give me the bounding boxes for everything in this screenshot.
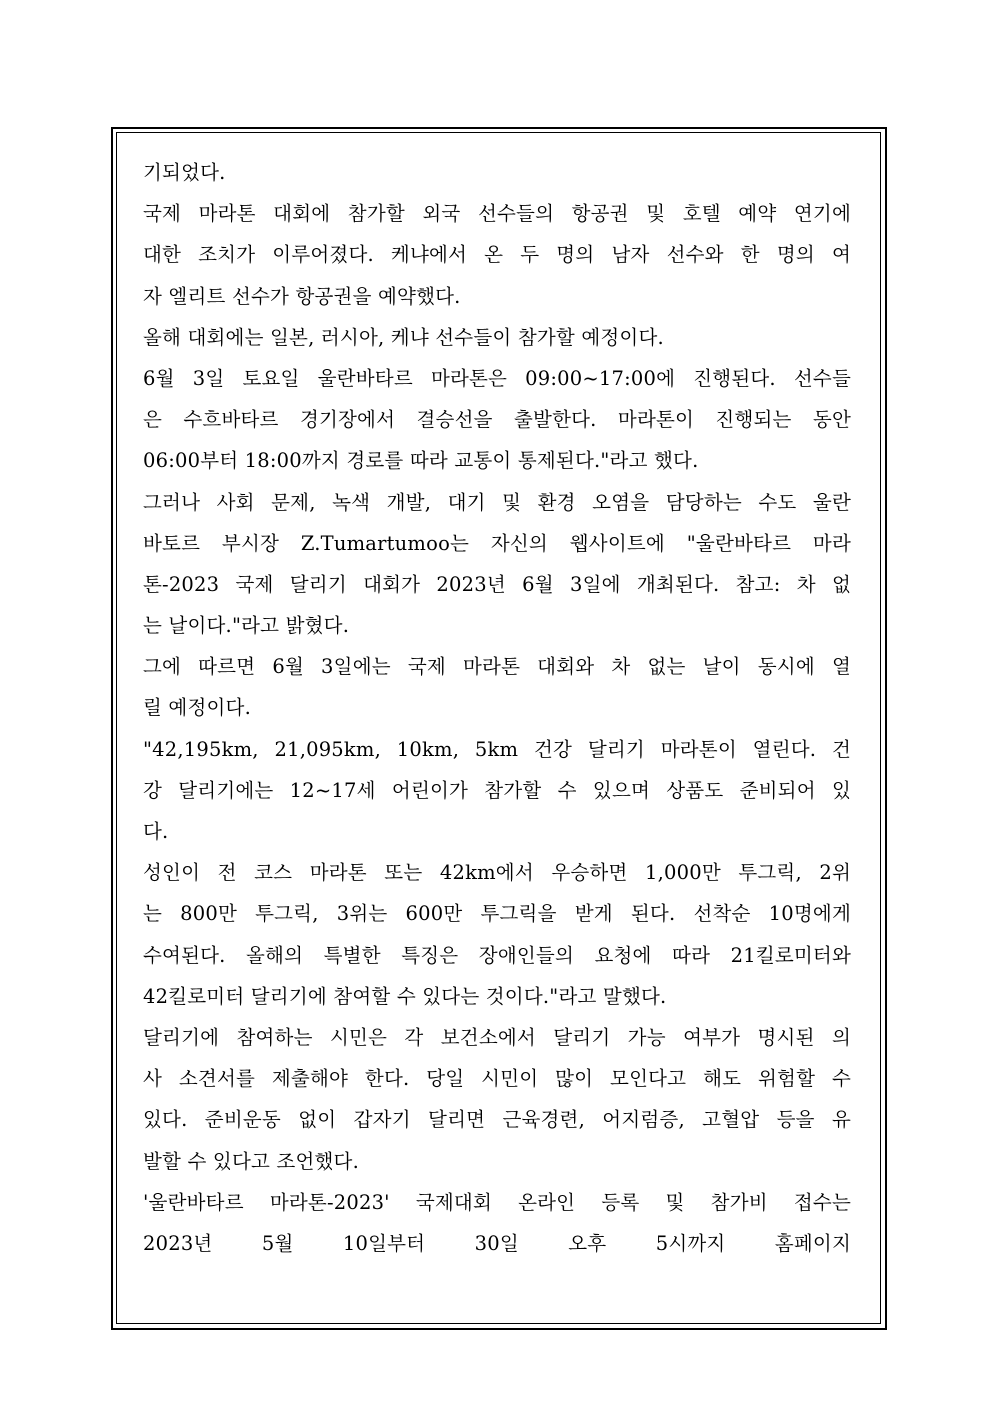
text-line: 그에 따르면 6월 3일에는 국제 마라톤 대회와 차 없는 날이 동시에 열 — [143, 655, 851, 679]
text-line: 42킬로미터 달리기에 참여할 수 있다는 것이다."라고 말했다. — [143, 984, 667, 1008]
text-line: 국제 마라톤 대회에 참가할 외국 선수들의 항공권 및 호텔 예약 연기에 — [143, 202, 851, 226]
text-line: 사 소견서를 제출해야 한다. 당일 시민이 많이 모인다고 해도 위험할 수 — [143, 1067, 851, 1091]
text-line: 톤-2023 국제 달리기 대회가 2023년 6월 3일에 개최된다. 참고: 차 없 — [143, 572, 851, 596]
text-line: 달리기에 참여하는 시민은 각 보건소에서 달리기 가능 여부가 명시된 의 — [143, 1025, 851, 1049]
text-line: 자 엘리트 선수가 항공권을 예약했다. — [143, 284, 461, 308]
text-line: 는 날이다."라고 밝혔다. — [143, 614, 350, 638]
text-line: 그러나 사회 문제, 녹색 개발, 대기 및 환경 오염을 담당하는 수도 울란 — [143, 490, 851, 514]
text-line: 있다. 준비운동 없이 갑자기 달리면 근육경련, 어지럼증, 고혈압 등을 유 — [143, 1108, 851, 1132]
text-line: 릴 예정이다. — [143, 696, 251, 720]
text-line: 은 수흐바타르 경기장에서 결승선을 출발한다. 마라톤이 진행되는 동안 — [143, 408, 851, 432]
text-line: 올해 대회에는 일본, 러시아, 케냐 선수들이 참가할 예정이다. — [143, 325, 664, 349]
text-line: 수여된다. 올해의 특별한 특징은 장애인들의 요청에 따라 21킬로미터와 — [143, 943, 851, 967]
text-line: 2023년 5월 10일부터 30일 오후 5시까지 홈페이지 — [143, 1231, 851, 1255]
text-line: 06:00부터 18:00까지 경로를 따라 교통이 통제된다."라고 했다. — [143, 449, 699, 473]
text-line: 성인이 전 코스 마라톤 또는 42km에서 우승하면 1,000만 투그릭, 2위 — [143, 861, 851, 885]
text-line: 강 달리기에는 12~17세 어린이가 참가할 수 있으며 상품도 준비되어 있 — [143, 778, 851, 802]
text-line: 기되었다. — [143, 161, 226, 184]
text-line: 6월 3일 토요일 울란바타르 마라톤은 09:00~17:00에 진행된다. 선수들 — [143, 366, 851, 390]
text-line: "42,195km, 21,095km, 10km, 5km 건강 달리기 마라톤이 열린다. 건 — [143, 737, 851, 761]
text-line: 다. — [143, 820, 169, 843]
text-line: 는 800만 투그릭, 3위는 600만 투그릭을 받게 된다. 선착순 10명에게 — [143, 902, 851, 926]
text-line: 대한 조치가 이루어졌다. 케냐에서 온 두 명의 남자 선수와 한 명의 여 — [143, 243, 851, 267]
text-line: '울란바타르 마라톤-2023' 국제대회 온라인 등록 및 참가비 접수는 — [143, 1190, 851, 1214]
text-line: 바토르 부시장 Z.Tumartumoo는 자신의 웹사이트에 "울란바타르 마라 — [143, 531, 851, 555]
document-body — [143, 152, 851, 1264]
text-line: 발할 수 있다고 조언했다. — [143, 1149, 359, 1173]
